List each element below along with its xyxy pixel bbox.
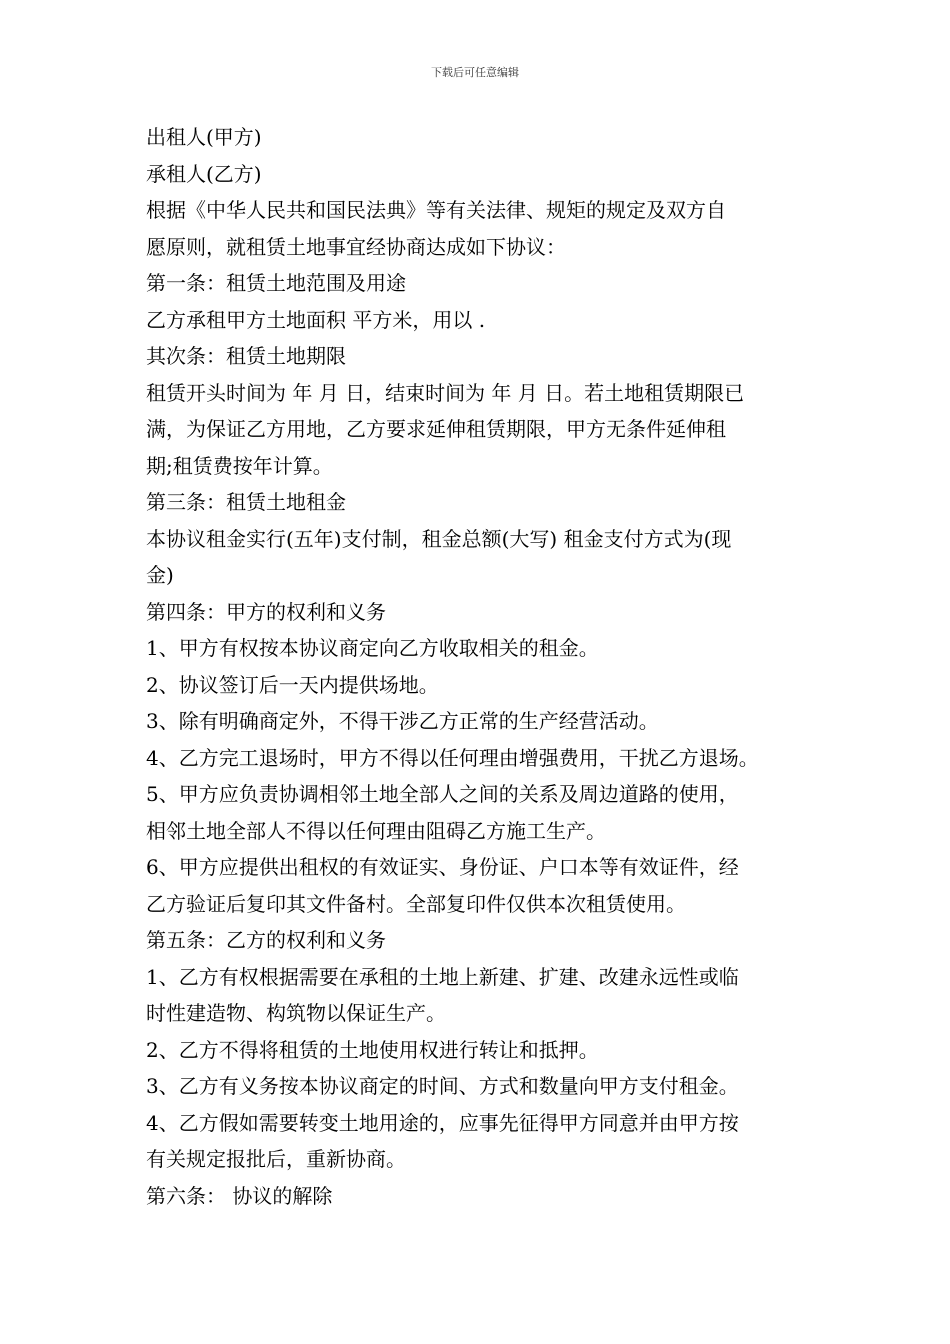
article-4-item-5-line-2: 相邻土地全部人不得以任何理由阻碍乙方施工生产。 [146, 818, 606, 843]
preamble-line-2: 愿原则，就租赁土地事宜经协商达成如下协议： [146, 234, 566, 259]
article-3-heading: 第三条：租赁土地租金 [146, 490, 346, 514]
article-4-item-1: 1、甲方有权按本协议商定向乙方收取相关的租金。 [146, 636, 599, 660]
article-5-item-1-line-1: 1、乙方有权根据需要在承租的土地上新建、扩建、改建永远性或临 [146, 964, 739, 989]
article-3-text-1: 本协议租金实行(五年)支付制，租金总额(大写) 租金支付方式为(现 [146, 526, 732, 551]
page-header: 下载后可任意编辑 [431, 66, 519, 79]
article-4-item-6-line-2: 乙方验证后复印其文件备村。全部复印件仅供本次租赁使用。 [146, 891, 686, 916]
article-6-heading: 第六条： 协议的解除 [146, 1183, 333, 1208]
article-4-item-4: 4、乙方完工退场时，甲方不得以任何理由增强费用，干扰乙方退场。 [146, 745, 759, 770]
preamble-line-1: 根据《中华人民共和国民法典》等有关法律、规矩的规定及双方自 [146, 198, 726, 222]
article-1-text: 乙方承租甲方土地面积 平方米，用以 . [146, 307, 486, 332]
lessor-line: 出租人(甲方) [146, 125, 262, 149]
article-4-item-3: 3、除有明确商定外，不得干涉乙方正常的生产经营活动。 [146, 709, 659, 733]
article-5-item-1-line-2: 时性建造物、构筑物以保证生产。 [146, 1001, 446, 1025]
document-body [146, 119, 826, 1214]
article-4-heading: 第四条：甲方的权利和义务 [146, 599, 386, 624]
article-4-item-5-line-1: 5、甲方应负责协调相邻土地全部人之间的关系及周边道路的使用， [146, 782, 739, 806]
article-4-item-6-line-1: 6、甲方应提供出租权的有效证实、身份证、户口本等有效证件，经 [146, 855, 739, 879]
article-2-text-2: 满，为保证乙方用地，乙方要求延伸租赁期限，甲方无条件延伸租 [146, 417, 726, 441]
article-5-item-2: 2、乙方不得将租赁的土地使用权进行转让和抵押。 [146, 1037, 599, 1062]
article-5-heading: 第五条：乙方的权利和义务 [146, 928, 386, 952]
article-5-item-4-line-1: 4、乙方假如需要转变土地用途的，应事先征得甲方同意并由甲方按 [146, 1110, 739, 1135]
article-5-item-4-line-2: 有关规定报批后，重新协商。 [146, 1147, 406, 1171]
article-2-heading: 其次条：租赁土地期限 [146, 344, 346, 368]
article-3-text-2: 金) [146, 563, 174, 587]
article-5-item-3: 3、乙方有义务按本协议商定的时间、方式和数量向甲方支付租金。 [146, 1074, 739, 1098]
article-2-text-3: 期;租赁费按年计算。 [146, 453, 333, 478]
article-1-heading: 第一条：租赁土地范围及用途 [146, 271, 406, 295]
article-4-item-2: 2、协议签订后一天内提供场地。 [146, 672, 439, 697]
article-2-text-1: 租赁开头时间为 年 月 日，结束时间为 年 月 日。若土地租赁期限已 [146, 380, 745, 405]
lessee-line: 承租人(乙方) [146, 161, 262, 186]
